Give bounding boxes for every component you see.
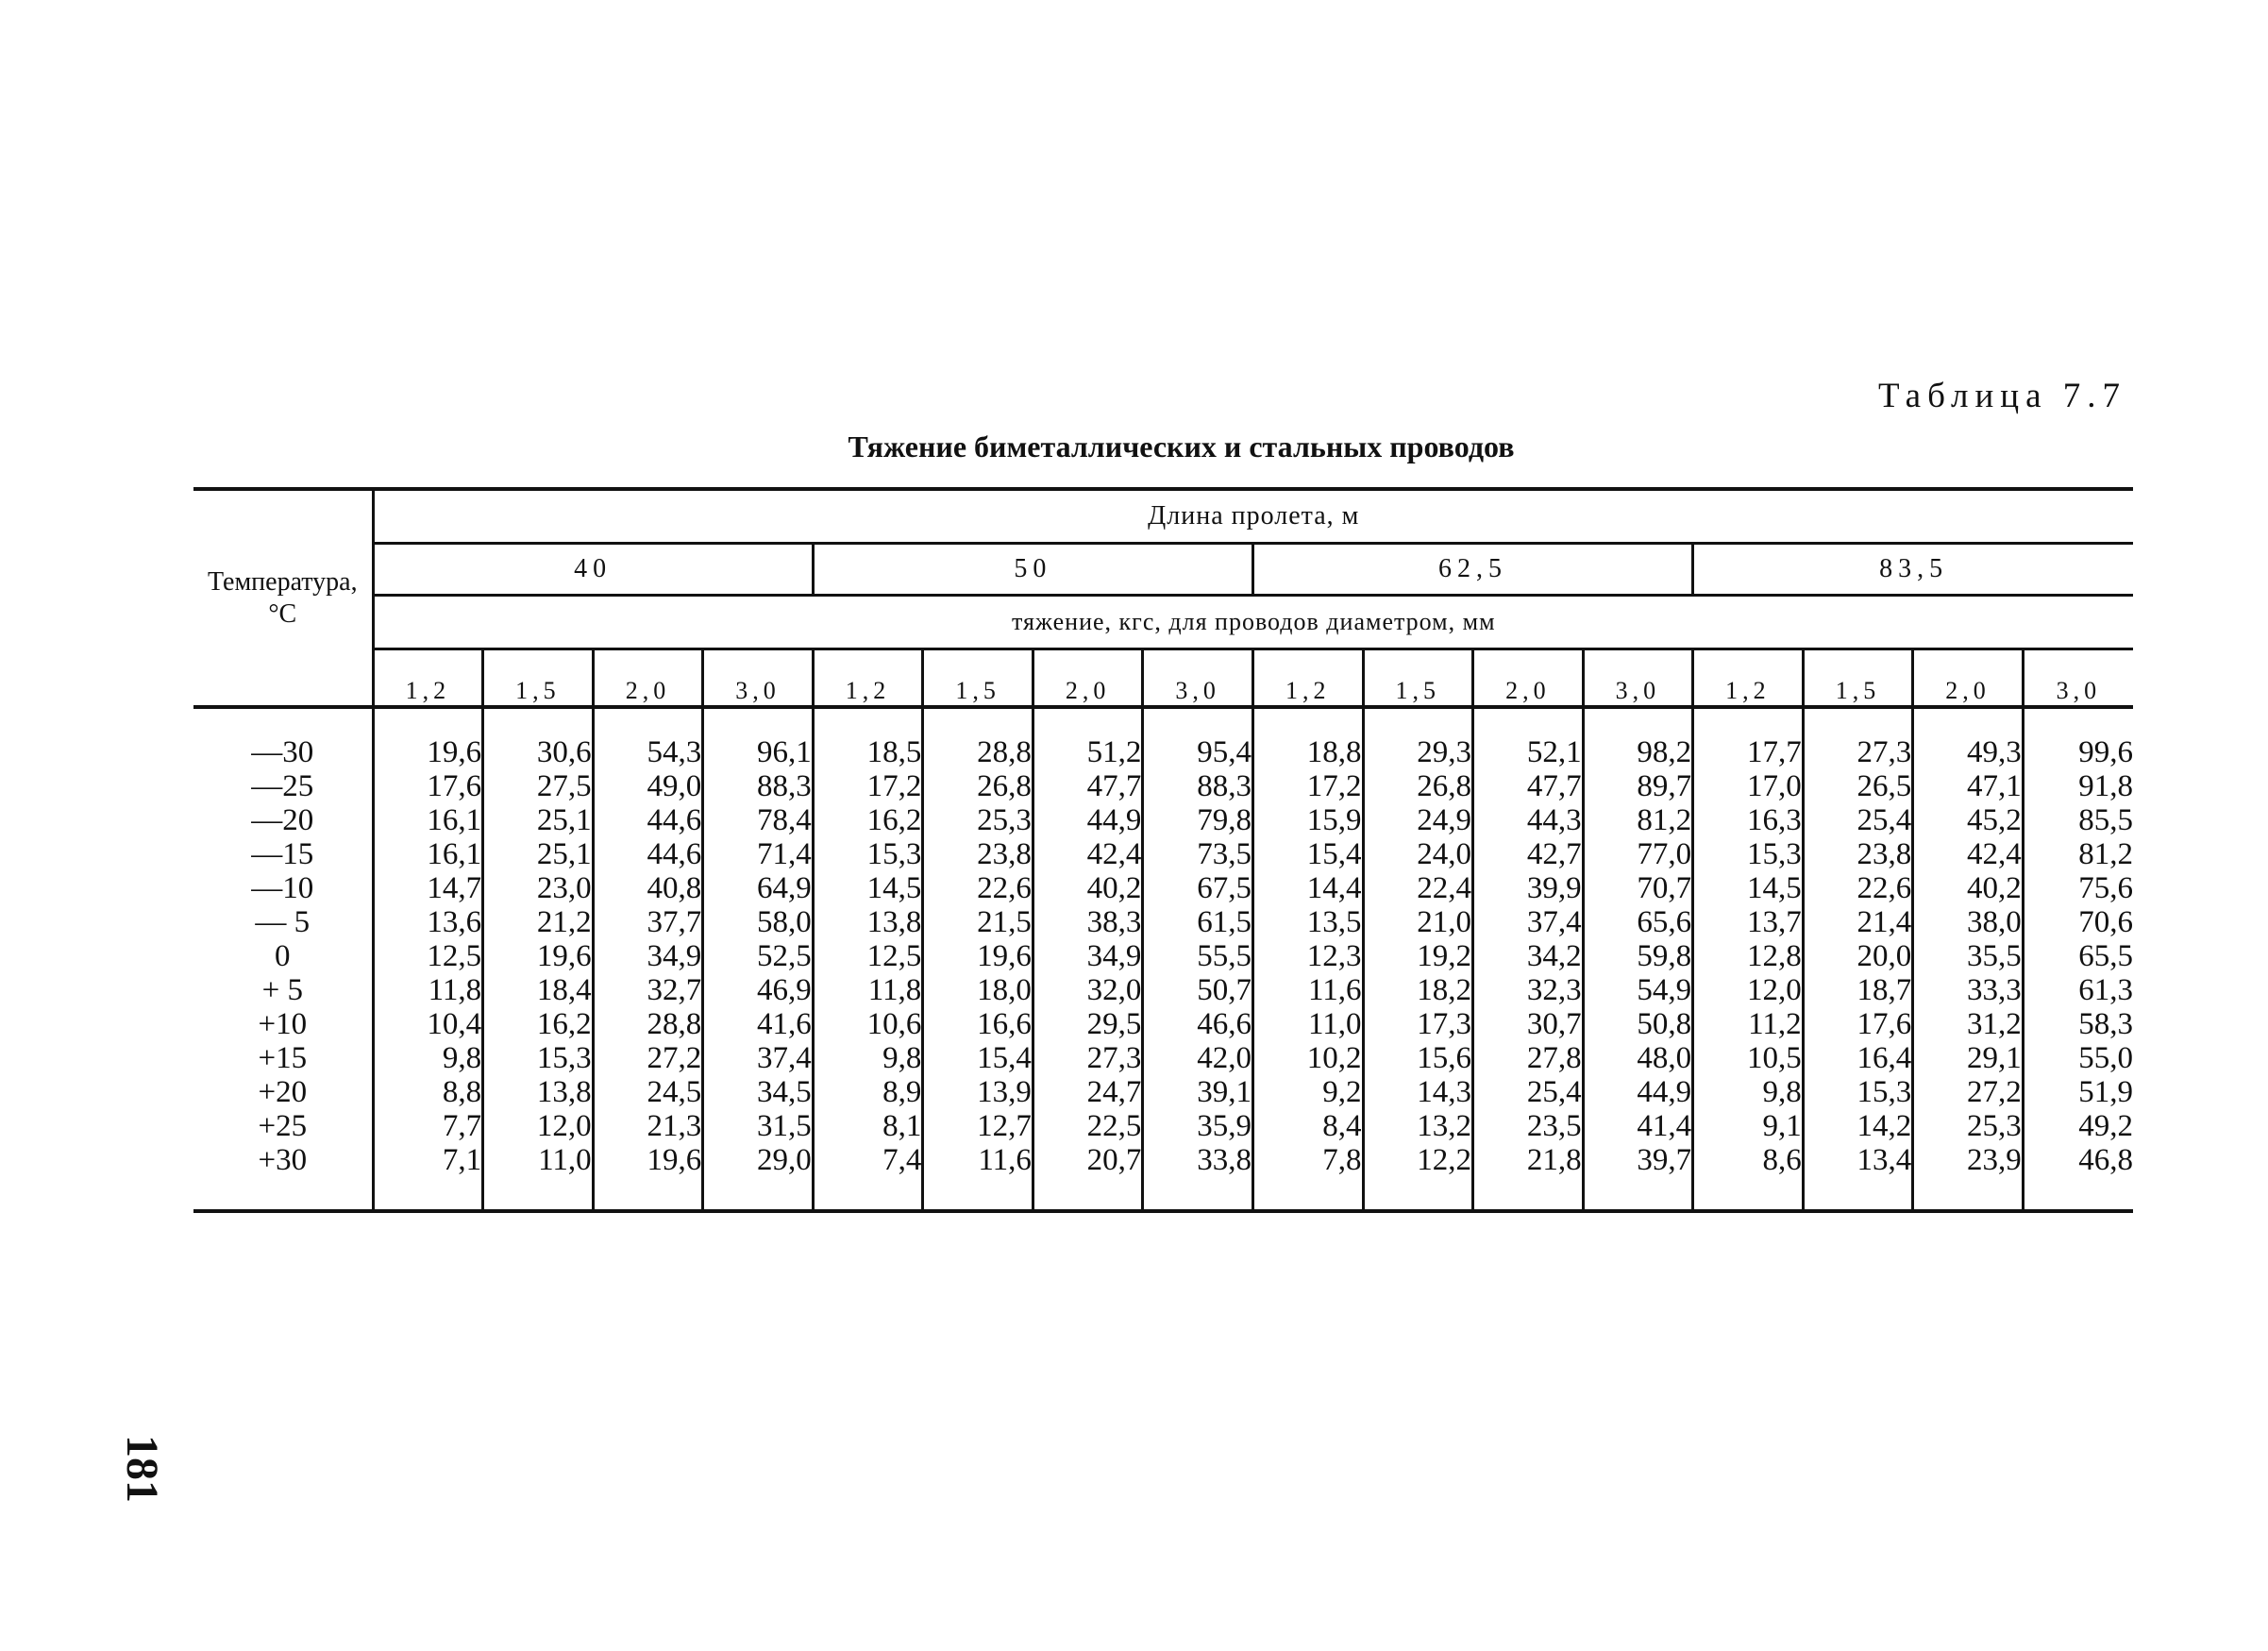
span-header-cell: 83,5 [1693,544,2133,596]
tension-value: 29,5 [1086,1007,1142,1041]
tension-value: 15,3 [1746,837,1802,871]
table-spacer-cell [1693,1177,1804,1211]
temperature-value: +10 [258,1007,308,1041]
tension-value: 39,1 [1197,1075,1252,1109]
tension-value: 19,2 [1417,939,1472,973]
tension-value: 40,2 [1967,871,2022,905]
tension-value: 15,4 [977,1041,1032,1075]
tension-value: 29,3 [1417,735,1472,769]
table-spacer-cell [193,707,373,735]
table-spacer-cell [1803,1177,1913,1211]
tension-value: 18,2 [1417,973,1472,1007]
table-spacer-cell [193,1177,373,1211]
tension-value: 42,7 [1526,837,1582,871]
tension-value: 28,8 [647,1007,702,1041]
tension-value: 29,1 [1967,1041,2022,1075]
tension-value: 25,1 [536,803,592,837]
tension-value: 12,3 [1306,939,1362,973]
tension-value: 10,6 [866,1007,922,1041]
diameter-header-cell: 1,2 [1693,649,1804,708]
tension-value: 25,1 [536,837,592,871]
table-spacer-cell [703,1177,814,1211]
table-spacer-cell [923,1177,1033,1211]
tension-value: 10,5 [1746,1041,1802,1075]
temperature-value: — 5 [255,905,311,939]
diameter-header-cell: 1,5 [1363,649,1473,708]
tension-value: 19,6 [427,735,482,769]
tension-value: 12,8 [1746,939,1802,973]
tension-value: 9,8 [442,1041,482,1075]
tension-value: 65,6 [1637,905,1692,939]
temperature-value: —15 [251,837,314,871]
tension-value: 25,4 [1856,803,1912,837]
tension-value: 27,2 [647,1041,702,1075]
tension-value: 21,3 [647,1109,702,1143]
table-spacer-cell [813,1177,923,1211]
tension-value: 28,8 [977,735,1032,769]
table-spacer-cell [593,1177,703,1211]
table-spacer-cell [703,707,814,735]
tension-value: 23,8 [1856,837,1912,871]
tension-value: 58,3 [2078,1007,2133,1041]
tension-value: 34,9 [647,939,702,973]
tension-value: 40,8 [647,871,702,905]
table-spacer-cell [1473,707,1584,735]
tension-value: 27,3 [1856,735,1912,769]
tension-value: 44,9 [1637,1075,1692,1109]
table-spacer-cell [1913,707,2024,735]
tension-value: 42,4 [1967,837,2022,871]
tension-value: 14,2 [1856,1109,1912,1143]
tension-value: 13,7 [1746,905,1802,939]
tension-value: 20,7 [1086,1143,1142,1177]
tension-value: 8,9 [882,1075,922,1109]
tension-value: 48,0 [1637,1041,1692,1075]
tension-value: 26,8 [977,769,1032,803]
tension-value: 37,4 [757,1041,812,1075]
table-spacer-cell [1693,707,1804,735]
tension-value: 15,4 [1306,837,1362,871]
tension-value: 47,7 [1086,769,1142,803]
table-title: Тяжение биметаллических и стальных проводов [848,430,1515,463]
tension-value: 85,5 [2078,803,2133,837]
tension-value: 13,4 [1856,1143,1912,1177]
table-spacer-cell [2023,1177,2133,1211]
diameter-header-cell: 1,2 [1252,649,1363,708]
tension-value: 73,5 [1197,837,1252,871]
tension-value: 44,3 [1526,803,1582,837]
tension-value: 55,0 [2078,1041,2133,1075]
tension-value: 50,8 [1637,1007,1692,1041]
tension-value: 29,0 [757,1143,812,1177]
tension-value: 23,5 [1526,1109,1582,1143]
tension-value: 98,2 [1637,735,1692,769]
temperature-value: —30 [251,735,314,769]
tension-value: 21,8 [1526,1143,1582,1177]
tension-value: 24,0 [1417,837,1472,871]
tension-value: 17,7 [1746,735,1802,769]
tension-value: 12,7 [977,1109,1032,1143]
tension-value: 77,0 [1637,837,1692,871]
tension-value-column [703,735,814,1177]
tension-value: 33,3 [1967,973,2022,1007]
tension-value: 30,7 [1526,1007,1582,1041]
tension-value: 32,7 [647,973,702,1007]
tension-value: 18,7 [1856,973,1912,1007]
tension-value-column [1803,735,1913,1177]
tension-value: 11,0 [1307,1007,1362,1041]
tension-value-column [2023,735,2133,1177]
tension-value: 34,2 [1526,939,1582,973]
tension-value: 39,7 [1637,1143,1692,1177]
tension-value: 79,8 [1197,803,1252,837]
tension-value: 8,4 [1322,1109,1362,1143]
tension-value: 15,3 [1856,1075,1912,1109]
tension-value: 21,2 [536,905,592,939]
tension-value: 21,0 [1417,905,1472,939]
tension-value: 12,0 [536,1109,592,1143]
tension-value: 19,6 [977,939,1032,973]
table-spacer-cell [1473,1177,1584,1211]
table-spacer-cell [1363,707,1473,735]
tension-value: 71,4 [757,837,812,871]
tension-value: 17,2 [866,769,922,803]
tension-value: 11,2 [1748,1007,1802,1041]
table-spacer-cell [1583,707,1693,735]
tension-value: 14,5 [1746,871,1802,905]
tension-value: 13,5 [1306,905,1362,939]
tension-value: 8,8 [442,1075,482,1109]
tension-value: 40,2 [1086,871,1142,905]
tension-value: 30,6 [536,735,592,769]
tension-value: 70,7 [1637,871,1692,905]
tension-value: 12,5 [866,939,922,973]
table-spacer-cell [1033,1177,1143,1211]
tension-value: 19,6 [647,1143,702,1177]
tension-value: 22,4 [1417,871,1472,905]
tension-value: 27,2 [1967,1075,2022,1109]
tension-value: 11,8 [867,973,922,1007]
tension-value: 14,4 [1306,871,1362,905]
diameter-header-cell: 2,0 [1913,649,2024,708]
tension-value: 49,3 [1967,735,2022,769]
tension-value: 11,8 [428,973,482,1007]
temperature-value: +25 [258,1109,308,1143]
tension-value: 7,7 [442,1109,482,1143]
tension-value: 17,3 [1417,1007,1472,1041]
table-number-label: Таблица 7.7 [1878,377,2126,415]
span-header-cell: 62,5 [1252,544,1692,596]
tension-value: 9,2 [1322,1075,1362,1109]
diameter-header-cell: 1,2 [373,649,483,708]
table-spacer-cell [813,707,923,735]
tension-value: 75,6 [2078,871,2133,905]
tension-value: 50,7 [1197,973,1252,1007]
tension-value: 26,5 [1856,769,1912,803]
tension-value: 10,4 [427,1007,482,1041]
tension-value: 20,0 [1856,939,1912,973]
tension-value-column [1363,735,1473,1177]
tension-value: 54,9 [1637,973,1692,1007]
tension-value: 22,5 [1086,1109,1142,1143]
table-spacer-cell [1913,1177,2024,1211]
tension-value: 9,1 [1762,1109,1802,1143]
tension-value: 15,9 [1306,803,1362,837]
tension-value: 38,3 [1086,905,1142,939]
tension-value-column [923,735,1033,1177]
tension-value: 13,2 [1417,1109,1472,1143]
tension-value: 22,6 [1856,871,1912,905]
tension-value: 24,9 [1417,803,1472,837]
tension-value: 67,5 [1197,871,1252,905]
tension-value: 32,0 [1086,973,1142,1007]
tension-value: 81,2 [1637,803,1692,837]
tension-value: 88,3 [1197,769,1252,803]
table-spacer-cell [1252,1177,1363,1211]
tension-value: 14,7 [427,871,482,905]
temperature-value: —20 [251,803,314,837]
tension-value: 11,0 [538,1143,592,1177]
diameter-header-cell: 3,0 [1583,649,1693,708]
tension-value: 46,9 [757,973,812,1007]
temperature-value: +30 [258,1143,308,1177]
tension-value: 11,6 [978,1143,1032,1177]
tension-value: 12,2 [1417,1143,1472,1177]
tension-value: 41,4 [1637,1109,1692,1143]
diameter-header-cell: 1,5 [923,649,1033,708]
tension-value: 16,6 [977,1007,1032,1041]
tension-value: 45,2 [1967,803,2022,837]
tension-value: 19,6 [536,939,592,973]
tension-value: 51,2 [1086,735,1142,769]
temperature-value: —25 [251,769,314,803]
tension-value: 13,6 [427,905,482,939]
tension-value: 52,5 [757,939,812,973]
tension-value-column [1913,735,2024,1177]
tension-value: 13,8 [866,905,922,939]
tension-value: 16,3 [1746,803,1802,837]
temperature-column [193,735,373,1177]
tension-value: 24,5 [647,1075,702,1109]
tension-value-column [813,735,923,1177]
tension-value: 27,8 [1526,1041,1582,1075]
tension-value: 21,4 [1856,905,1912,939]
tension-value-column [1252,735,1363,1177]
tension-value: 16,4 [1856,1041,1912,1075]
tension-value: 18,8 [1306,735,1362,769]
diameter-header-cell: 3,0 [703,649,814,708]
diameter-header-cell: 1,2 [813,649,923,708]
tension-value: 27,5 [536,769,592,803]
table-spacer-cell [373,1177,483,1211]
tension-value: 10,2 [1306,1041,1362,1075]
tension-value: 35,5 [1967,939,2022,973]
table-spacer-cell [1252,707,1363,735]
temperature-value: 0 [275,939,291,973]
tension-value: 34,5 [757,1075,812,1109]
tension-value-column [1033,735,1143,1177]
tension-value: 44,9 [1086,803,1142,837]
tension-value: 14,5 [866,871,922,905]
tension-value: 44,6 [647,837,702,871]
tension-value: 25,3 [1967,1109,2022,1143]
tension-value-column [1143,735,1253,1177]
tension-value: 78,4 [757,803,812,837]
tension-value: 39,9 [1526,871,1582,905]
temperature-value: + 5 [261,973,303,1007]
tension-value: 70,6 [2078,905,2133,939]
tension-value: 95,4 [1197,735,1252,769]
tension-value: 91,8 [2078,769,2133,803]
tension-value: 13,8 [536,1075,592,1109]
tension-value: 7,4 [882,1143,922,1177]
table-spacer-cell [1143,1177,1253,1211]
temperature-header: Температура, °С [193,491,373,707]
tension-value: 9,8 [1762,1075,1802,1109]
tension-value: 7,8 [1322,1143,1362,1177]
tension-value: 16,2 [866,803,922,837]
tension-table [193,487,2133,1213]
table-spacer-cell [1803,707,1913,735]
tension-value: 55,5 [1197,939,1252,973]
table-spacer-cell [1143,707,1253,735]
tension-value: 24,7 [1086,1075,1142,1109]
tension-value: 46,8 [2078,1143,2133,1177]
tension-value: 22,6 [977,871,1032,905]
tension-value: 7,1 [442,1143,482,1177]
diameter-header-cell: 3,0 [2023,649,2133,708]
tension-value: 17,6 [427,769,482,803]
tension-value: 18,4 [536,973,592,1007]
diameter-header-cell: 1,5 [1803,649,1913,708]
tension-value: 12,0 [1746,973,1802,1007]
tension-value: 15,6 [1417,1041,1472,1075]
tension-value: 26,8 [1417,769,1472,803]
tension-value: 27,3 [1086,1041,1142,1075]
tension-value: 65,5 [2078,939,2133,973]
tension-value: 35,9 [1197,1109,1252,1143]
tension-value: 8,6 [1762,1143,1802,1177]
tension-value: 59,8 [1637,939,1692,973]
tension-value: 9,8 [882,1041,922,1075]
tension-value: 37,7 [647,905,702,939]
tension-value: 99,6 [2078,735,2133,769]
tension-value: 49,2 [2078,1109,2133,1143]
table-spacer-cell [2023,707,2133,735]
tension-value: 14,3 [1417,1075,1472,1109]
tension-value: 16,2 [536,1007,592,1041]
page-number: 181 [117,1435,167,1503]
table-spacer-cell [373,707,483,735]
tension-value: 17,2 [1306,769,1362,803]
table-spacer-cell [1033,707,1143,735]
temperature-value: +15 [258,1041,308,1075]
tension-caption-header: тяжение, кгс, для проводов диаметром, мм [373,596,2133,649]
tension-value: 21,5 [977,905,1032,939]
tension-value: 44,6 [647,803,702,837]
tension-value: 16,1 [427,803,482,837]
tension-value-column [1473,735,1584,1177]
span-length-header: Длина пролета, м [373,491,2133,544]
tension-value: 16,1 [427,837,482,871]
tension-value: 17,0 [1746,769,1802,803]
tension-value: 31,5 [757,1109,812,1143]
tension-value: 31,2 [1967,1007,2022,1041]
tension-value: 42,4 [1086,837,1142,871]
span-header-cell: 40 [373,544,813,596]
tension-value: 47,1 [1967,769,2022,803]
span-header-cell: 50 [813,544,1252,596]
tension-value: 13,9 [977,1075,1032,1109]
tension-value: 89,7 [1637,769,1692,803]
diameter-header-cell: 2,0 [593,649,703,708]
tension-value-column [593,735,703,1177]
temperature-value: +20 [258,1075,308,1109]
table-spacer-cell [483,707,594,735]
tension-value: 41,6 [757,1007,812,1041]
tension-value: 18,0 [977,973,1032,1007]
table-spacer-cell [593,707,703,735]
tension-value: 23,8 [977,837,1032,871]
tension-value: 23,0 [536,871,592,905]
tension-value: 23,9 [1967,1143,2022,1177]
tension-value-column [1693,735,1804,1177]
tension-value: 64,9 [757,871,812,905]
tension-value: 42,0 [1197,1041,1252,1075]
tension-value-column [1583,735,1693,1177]
tension-value: 96,1 [757,735,812,769]
tension-value: 15,3 [866,837,922,871]
tension-value: 15,3 [536,1041,592,1075]
tension-value: 25,3 [977,803,1032,837]
tension-value: 88,3 [757,769,812,803]
tension-value: 8,1 [882,1109,922,1143]
tension-value: 33,8 [1197,1143,1252,1177]
tension-value: 51,9 [2078,1075,2133,1109]
tension-value: 37,4 [1526,905,1582,939]
tension-value: 58,0 [757,905,812,939]
tension-value: 38,0 [1967,905,2022,939]
diameter-header-cell: 1,5 [483,649,594,708]
tension-value: 49,0 [647,769,702,803]
tension-value: 32,3 [1526,973,1582,1007]
tension-value: 46,6 [1197,1007,1252,1041]
tension-value: 61,3 [2078,973,2133,1007]
tension-value-column [483,735,594,1177]
tension-value: 61,5 [1197,905,1252,939]
tension-value: 12,5 [427,939,482,973]
tension-value: 52,1 [1526,735,1582,769]
table-spacer-cell [483,1177,594,1211]
tension-value: 54,3 [647,735,702,769]
tension-value: 18,5 [866,735,922,769]
table-spacer-cell [1583,1177,1693,1211]
tension-value: 11,6 [1307,973,1362,1007]
tension-value: 25,4 [1526,1075,1582,1109]
diameter-header-cell: 3,0 [1143,649,1253,708]
table-spacer-cell [1363,1177,1473,1211]
temperature-value: —10 [251,871,314,905]
table-spacer-cell [923,707,1033,735]
diameter-header-cell: 2,0 [1473,649,1584,708]
diameter-header-cell: 2,0 [1033,649,1143,708]
tension-value: 34,9 [1086,939,1142,973]
tension-value: 81,2 [2078,837,2133,871]
tension-value: 47,7 [1526,769,1582,803]
tension-value: 17,6 [1856,1007,1912,1041]
tension-value-column [373,735,483,1177]
